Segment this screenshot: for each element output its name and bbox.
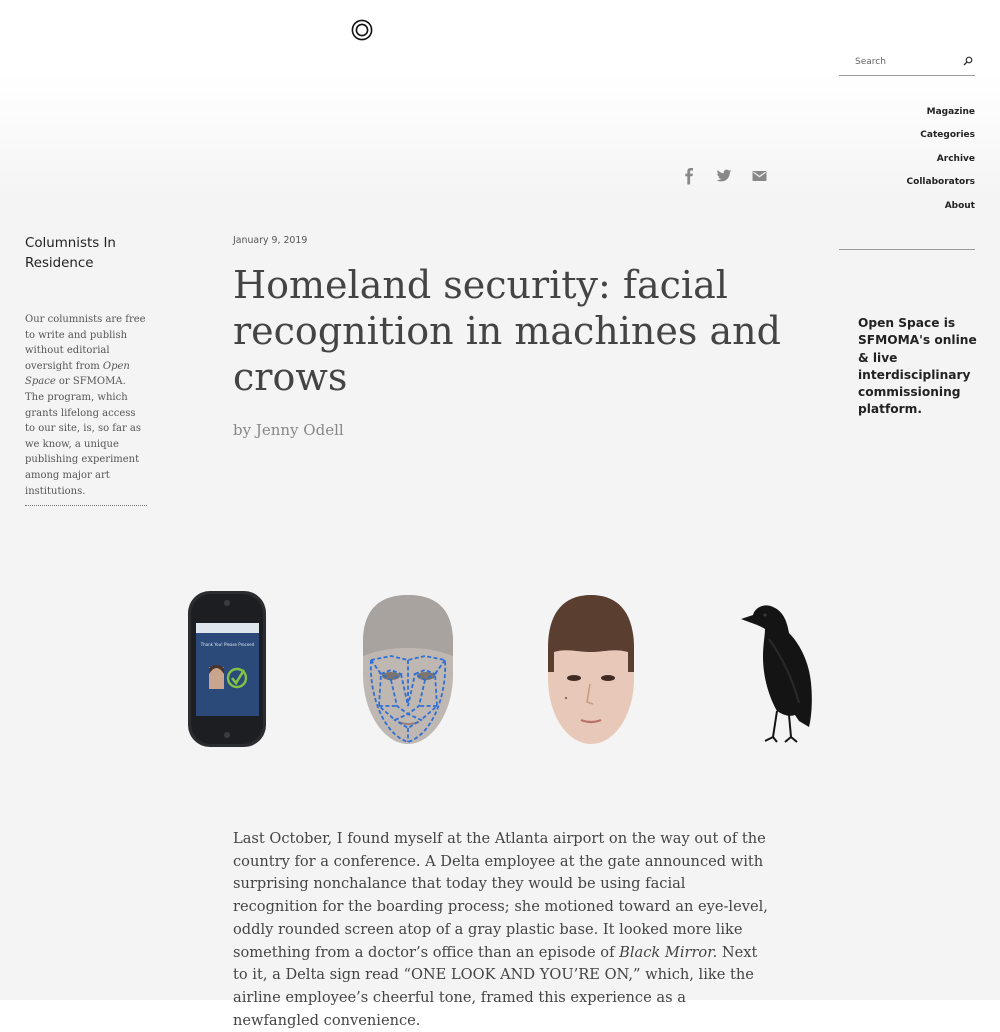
nav-divider (839, 249, 975, 250)
article-date: January 9, 2019 (233, 235, 308, 246)
article-body-paragraph: Last October, I found myself at the Atlanta airport on the way out of the country for a conference. A Delta employee at the gate announced with surprising nonchalance that today they would be using facial recognition for the boarding process; she motioned toward an eye-level, oddly rounded screen atop of a gray plastic base. It looked more like something from a doctor’s office than an episode of Black Mirror. Next to it, a Delta sign read “ONE LOOK AND YOU’RE ON,” which, like the airline employee’s cheerful tone, framed this experience as a newfangled convenience. (233, 830, 768, 1029)
share-email[interactable] (752, 168, 767, 186)
facial-scanner-device (187, 590, 267, 748)
nav-item-archive[interactable]: Archive (936, 153, 975, 164)
columnists-title: Columnists In Residence (25, 236, 116, 271)
logo[interactable] (351, 19, 373, 41)
main-nav (855, 107, 975, 224)
face-photo (544, 594, 638, 746)
share-twitter[interactable] (716, 168, 732, 186)
twitter-icon (716, 168, 732, 184)
article-title: Homeland security: facial recognition in machines and crows (233, 263, 781, 399)
circle-logo-icon (351, 19, 373, 41)
facebook-icon (683, 168, 695, 185)
crow-photo (739, 603, 815, 745)
search-icon[interactable] (963, 56, 973, 66)
share-facebook[interactable] (683, 168, 695, 186)
search-input[interactable] (839, 52, 965, 72)
platform-description: Open Space is SFMOMA's online & live interdisciplinary commissioning platform. (858, 316, 977, 417)
nav-item-about[interactable]: About (944, 200, 975, 211)
black-mirror-italic: Black Mirror. (619, 943, 718, 961)
nav-item-magazine[interactable]: Magazine (926, 107, 975, 117)
face-mesh-overlay (361, 594, 455, 746)
open-space-link[interactable]: Open Space (25, 360, 130, 388)
email-icon (752, 168, 767, 185)
columnists-description: Our columnists are free to write and publish without editorial oversight from Open Space or SFMOMA. The program, which grants lifelong access to our site, is, so far as we know, a unique publishing experiment among major art institutions. (25, 312, 147, 506)
scanner-screen-text: Thank You! Please Proceed (200, 642, 255, 647)
nav-item-collaborators[interactable]: Collaborators (906, 177, 975, 188)
nav-item-categories[interactable]: Categories (920, 130, 975, 141)
article-byline[interactable]: by Jenny Odell (233, 421, 344, 439)
search-box (839, 52, 975, 76)
